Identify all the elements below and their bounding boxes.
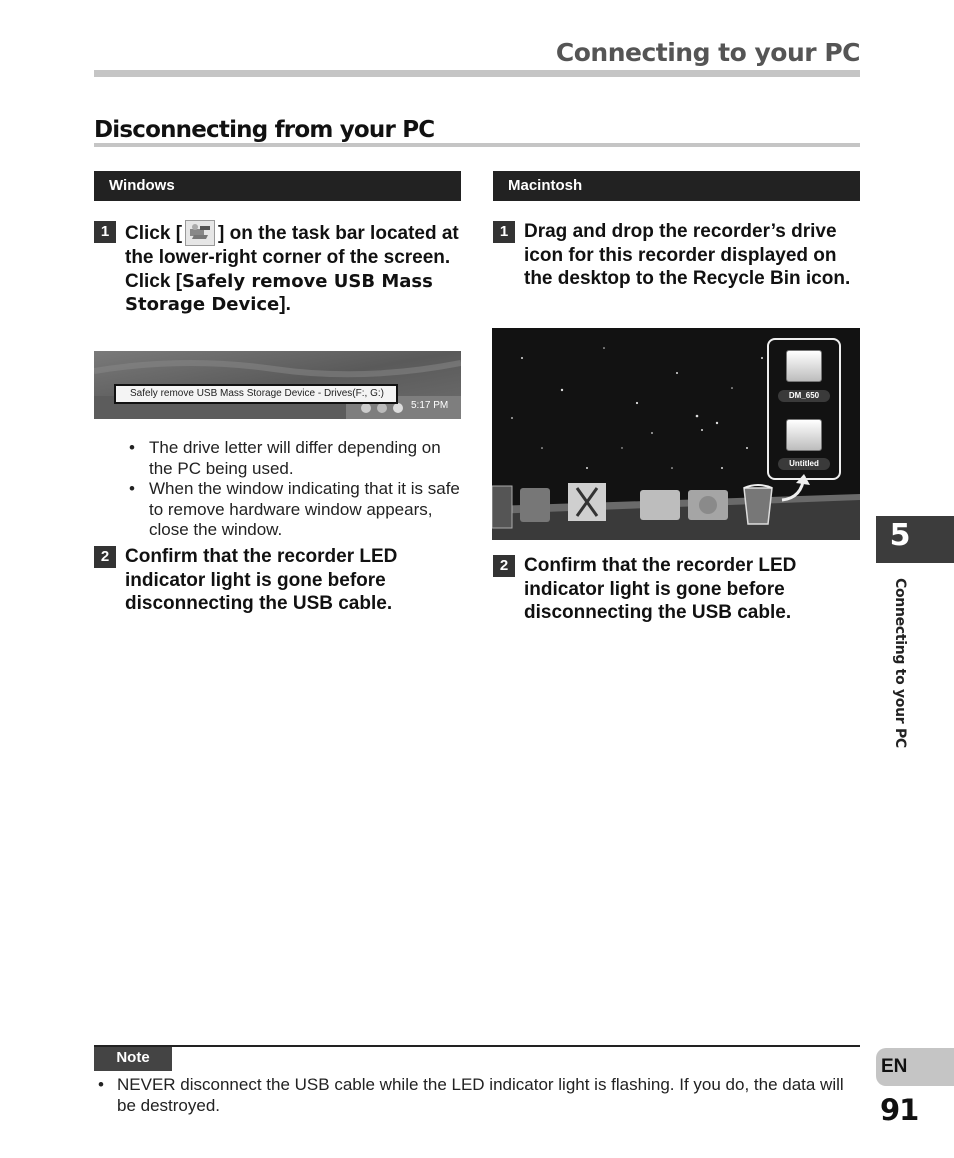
list-item: • When the window indicating that it is safe to remove hardware window appears, close the window. [125,479,461,541]
step1-text-part3: ]. [279,294,291,315]
windows-notes-list [125,438,461,541]
step1-text-part2: ] on the task bar located at the lower-right corner of the screen. Click [ [125,223,459,292]
mac-heading: Macintosh [493,171,860,201]
safely-remove-tooltip[interactable]: Safely remove USB Mass Storage Device - Drives(F:, G:) [114,384,398,404]
page-number: 91 [880,1093,919,1127]
note-list [94,1075,854,1116]
windows-step1-number: 1 [94,221,116,243]
mac-step1-text: Drag and drop the recorder’s drive icon for this recorder displayed on the desktop to the Recycle Bin icon. [524,221,851,289]
list-item: • NEVER disconnect the USB cable while the LED indicator light is flashing. If you do, the data will be destroyed. [94,1075,854,1116]
drive-icon[interactable] [786,419,822,451]
windows-step1-text [125,220,461,317]
mac-step2-text: Confirm that the recorder LED indicator light is gone before disconnecting the USB cable. [524,555,797,623]
windows-step2-number: 2 [94,546,116,568]
list-item: • The drive letter will differ depending on the PC being used. [125,438,461,479]
drive-label-dm650: DM_650 [778,390,830,402]
header-rule [94,70,860,77]
section-rule [94,143,860,147]
chapter-number: 5 [889,518,911,553]
step1-text-part1: Click [ [125,223,183,244]
step1-text-highlight: Safely remove USB Mass Storage Device [125,270,433,315]
note-label: Note [94,1047,172,1071]
chapter-side-label: Connecting to your PC [892,578,908,748]
drive-icon[interactable] [786,350,822,382]
chapter-title: Connecting to your PC [555,38,860,67]
language-label: EN [881,1056,908,1077]
mac-step2-number: 2 [493,555,515,577]
mac-step1-number: 1 [493,221,515,243]
section-title: Disconnecting from your PC [94,117,435,143]
windows-heading: Windows [94,171,461,201]
note-rule [94,1045,860,1047]
windows-step2-text: Confirm that the recorder LED indicator light is gone before disconnecting the USB cable. [125,546,398,614]
tray-clock: 5:17 PM [411,400,449,411]
drive-label-untitled: Untitled [778,458,830,470]
safely-remove-hardware-icon [185,220,215,246]
